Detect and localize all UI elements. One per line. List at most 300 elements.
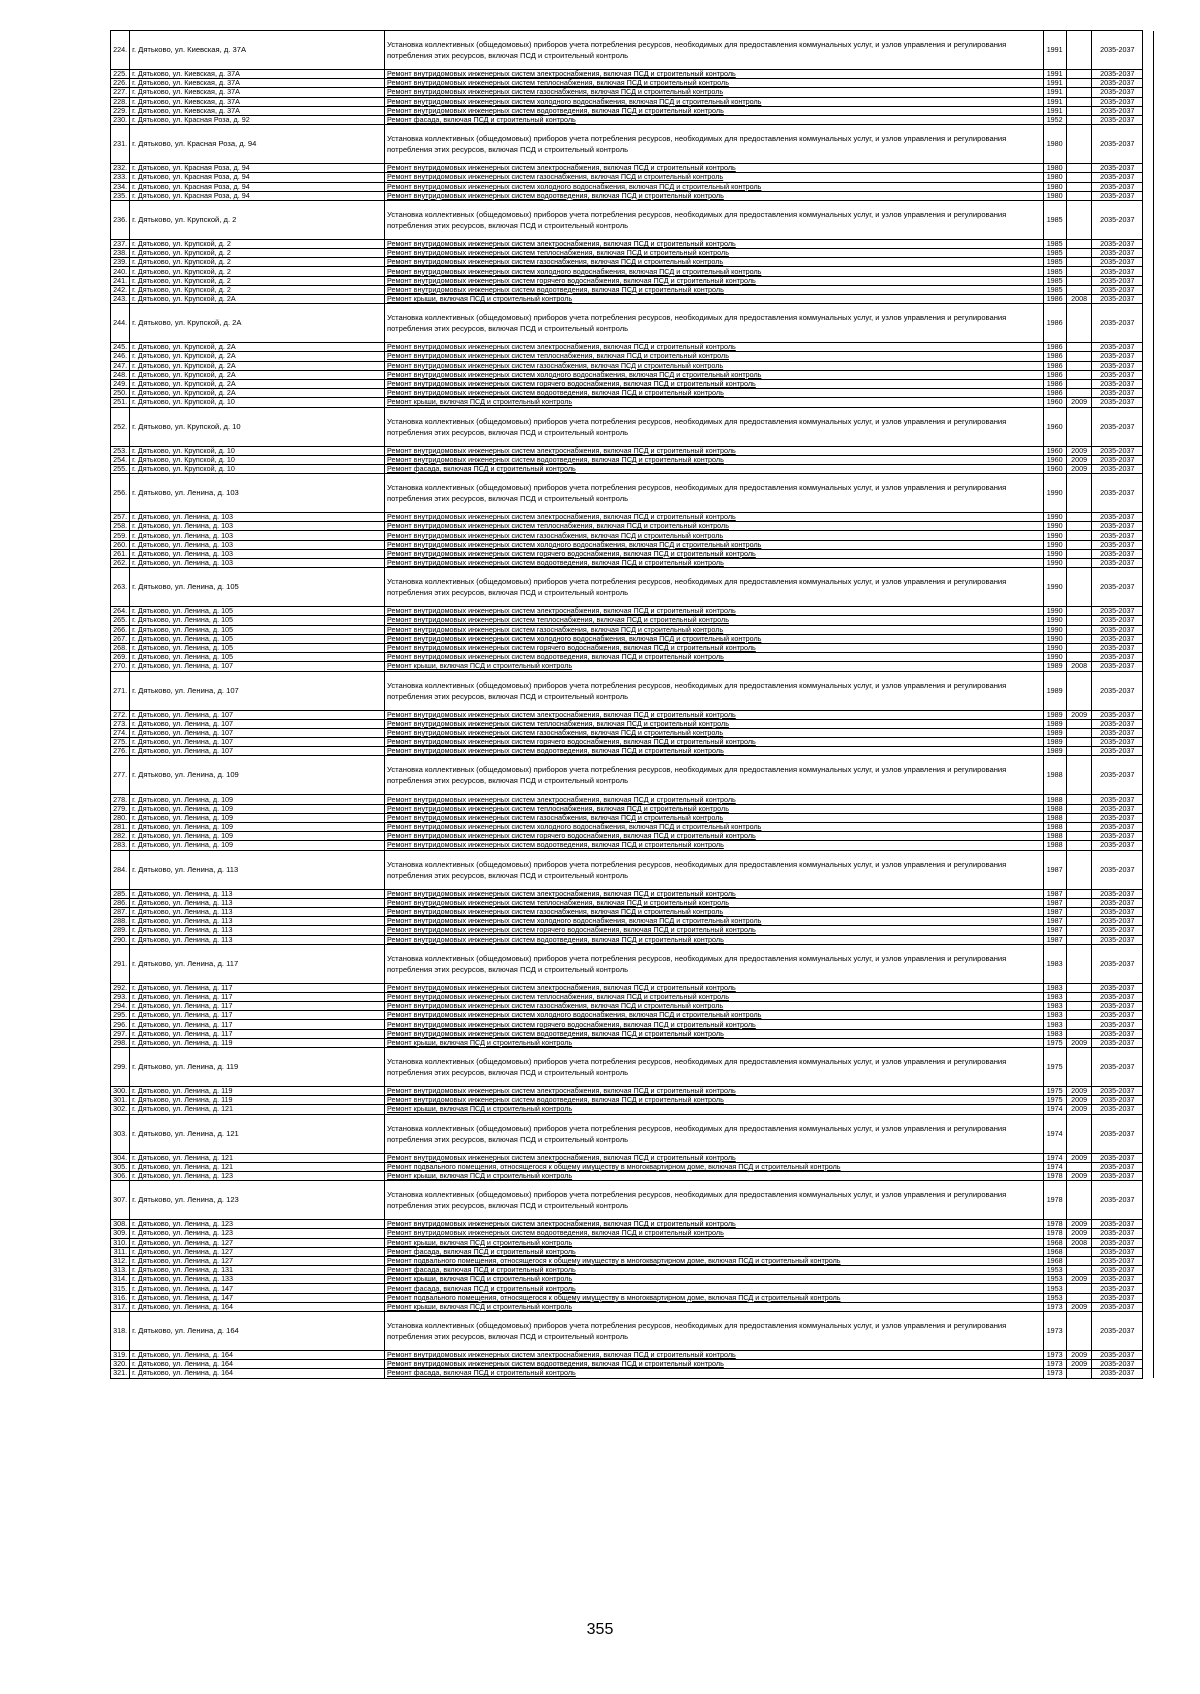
address-cell: г. Дятьково, ул. Крупской, д. 10 (130, 398, 385, 407)
row-number: 255. (111, 464, 130, 473)
planned-period-cell: 2035-2037 (1092, 559, 1143, 568)
last-repair-year-cell (1066, 164, 1091, 173)
work-type-cell: Установка коллективных (общедомовых) приборов учета потребления ресурсов, необходимых для предоставления коммунальных услуг, и узлов управления и регулирования потребления этих ресурсов, включая ПСД и строительный контроль (385, 304, 1044, 343)
address-cell: г. Дятьково, ул. Ленина, д. 109 (130, 804, 385, 813)
empty-cell (1143, 992, 1154, 1001)
empty-cell (1143, 1369, 1154, 1378)
empty-cell (1143, 1011, 1154, 1020)
planned-period-cell: 2035-2037 (1092, 115, 1143, 124)
planned-period-cell: 2035-2037 (1092, 79, 1143, 88)
row-number: 285. (111, 889, 130, 898)
empty-cell (1143, 616, 1154, 625)
table-row (111, 1247, 1154, 1256)
work-type-cell: Установка коллективных (общедомовых) приборов учета потребления ресурсов, необходимых для предоставления коммунальных услуг, и узлов управления и регулирования потребления этих ресурсов, включая ПСД и строительный контроль (385, 944, 1044, 983)
last-repair-year-cell (1066, 898, 1091, 907)
work-type-cell: Установка коллективных (общедомовых) приборов учета потребления ресурсов, необходимых для предоставления коммунальных услуг, и узлов управления и регулирования потребления этих ресурсов, включая ПСД и строительный контроль (385, 125, 1044, 164)
last-repair-year-cell (1066, 258, 1091, 267)
empty-cell (1143, 1181, 1154, 1220)
address-cell: г. Дятьково, ул. Ленина, д. 109 (130, 841, 385, 850)
table-row (111, 70, 1154, 79)
empty-cell (1143, 106, 1154, 115)
planned-period-cell: 2035-2037 (1092, 1238, 1143, 1247)
address-cell: г. Дятьково, ул. Крупской, д. 2А (130, 361, 385, 370)
last-repair-year-cell: 2009 (1066, 710, 1091, 719)
planned-period-cell: 2035-2037 (1092, 926, 1143, 935)
empty-cell (1143, 88, 1154, 97)
work-type-cell: Ремонт внутридомовых инженерных систем газоснабжения, включая ПСД и строительный контроль (385, 907, 1044, 916)
build-year-cell: 1988 (1043, 756, 1066, 795)
planned-period-cell: 2035-2037 (1092, 522, 1143, 531)
empty-cell (1143, 343, 1154, 352)
table-row (111, 738, 1154, 747)
build-year-cell: 1990 (1043, 634, 1066, 643)
table-row (111, 531, 1154, 540)
planned-period-cell: 2035-2037 (1092, 352, 1143, 361)
empty-cell (1143, 182, 1154, 191)
table-row (111, 1002, 1154, 1011)
planned-period-cell: 2035-2037 (1092, 804, 1143, 813)
build-year-cell: 1975 (1043, 1038, 1066, 1047)
address-cell: г. Дятьково, ул. Ленина, д. 107 (130, 719, 385, 728)
table-row (111, 97, 1154, 106)
table-row (111, 662, 1154, 671)
repair-schedule-table (110, 30, 1154, 1379)
table-row (111, 1171, 1154, 1180)
empty-cell (1143, 389, 1154, 398)
table-row (111, 522, 1154, 531)
work-type-cell: Установка коллективных (общедомовых) приборов учета потребления ресурсов, необходимых для предоставления коммунальных услуг, и узлов управления и регулирования потребления этих ресурсов, включая ПСД и строительный контроль (385, 474, 1044, 513)
empty-cell (1143, 398, 1154, 407)
work-type-cell: Ремонт внутридомовых инженерных систем холодного водоснабжения, включая ПСД и строительный контроль (385, 267, 1044, 276)
table-row (111, 917, 1154, 926)
build-year-cell: 1987 (1043, 889, 1066, 898)
address-cell: г. Дятьково, ул. Ленина, д. 121 (130, 1153, 385, 1162)
build-year-cell: 1987 (1043, 898, 1066, 907)
empty-cell (1143, 719, 1154, 728)
address-cell: г. Дятьково, ул. Ленина, д. 113 (130, 917, 385, 926)
address-cell: г. Дятьково, ул. Ленина, д. 105 (130, 643, 385, 652)
empty-cell (1143, 643, 1154, 652)
planned-period-cell: 2035-2037 (1092, 304, 1143, 343)
last-repair-year-cell: 2009 (1066, 1096, 1091, 1105)
work-type-cell: Ремонт внутридомовых инженерных систем водоотведения, включая ПСД и строительный контроль (385, 191, 1044, 200)
table-row (111, 304, 1154, 343)
last-repair-year-cell: 2009 (1066, 1171, 1091, 1180)
planned-period-cell: 2035-2037 (1092, 474, 1143, 513)
table-row (111, 671, 1154, 710)
work-type-cell: Ремонт внутридомовых инженерных систем электроснабжения, включая ПСД и строительный контроль (385, 164, 1044, 173)
planned-period-cell: 2035-2037 (1092, 1360, 1143, 1369)
empty-cell (1143, 1087, 1154, 1096)
build-year-cell: 1985 (1043, 200, 1066, 239)
build-year-cell: 1990 (1043, 568, 1066, 607)
last-repair-year-cell: 2008 (1066, 662, 1091, 671)
table-row (111, 1162, 1154, 1171)
address-cell: г. Дятьково, ул. Ленина, д. 103 (130, 549, 385, 558)
empty-cell (1143, 1038, 1154, 1047)
empty-cell (1143, 70, 1154, 79)
build-year-cell: 1989 (1043, 728, 1066, 737)
row-number: 305. (111, 1162, 130, 1171)
build-year-cell: 1983 (1043, 944, 1066, 983)
planned-period-cell: 2035-2037 (1092, 370, 1143, 379)
build-year-cell: 1974 (1043, 1114, 1066, 1153)
build-year-cell: 1990 (1043, 513, 1066, 522)
build-year-cell: 1973 (1043, 1369, 1066, 1378)
work-type-cell: Ремонт подвального помещения, относящегося к общему имуществу в многоквартирном доме, включая ПСД и строительный контроль (385, 1293, 1044, 1302)
table-row (111, 643, 1154, 652)
empty-cell (1143, 513, 1154, 522)
build-year-cell: 1990 (1043, 531, 1066, 540)
row-number: 284. (111, 850, 130, 889)
work-type-cell: Ремонт внутридомовых инженерных систем водоотведения, включая ПСД и строительный контроль (385, 389, 1044, 398)
table-row (111, 850, 1154, 889)
empty-cell (1143, 813, 1154, 822)
address-cell: г. Дятьково, ул. Крупской, д. 10 (130, 455, 385, 464)
row-number: 240. (111, 267, 130, 276)
empty-cell (1143, 1029, 1154, 1038)
planned-period-cell: 2035-2037 (1092, 200, 1143, 239)
last-repair-year-cell (1066, 1284, 1091, 1293)
address-cell: г. Дятьково, ул. Киевская, д. 37А (130, 79, 385, 88)
planned-period-cell: 2035-2037 (1092, 738, 1143, 747)
address-cell: г. Дятьково, ул. Ленина, д. 109 (130, 832, 385, 841)
empty-cell (1143, 1302, 1154, 1311)
planned-period-cell: 2035-2037 (1092, 671, 1143, 710)
work-type-cell: Ремонт фасада, включая ПСД и строительный контроль (385, 1266, 1044, 1275)
row-number: 248. (111, 370, 130, 379)
empty-cell (1143, 568, 1154, 607)
planned-period-cell: 2035-2037 (1092, 182, 1143, 191)
work-type-cell: Ремонт фасада, включая ПСД и строительный контроль (385, 1284, 1044, 1293)
row-number: 282. (111, 832, 130, 841)
planned-period-cell: 2035-2037 (1092, 446, 1143, 455)
last-repair-year-cell (1066, 850, 1091, 889)
last-repair-year-cell (1066, 276, 1091, 285)
build-year-cell: 1953 (1043, 1284, 1066, 1293)
build-year-cell: 1986 (1043, 361, 1066, 370)
planned-period-cell: 2035-2037 (1092, 935, 1143, 944)
last-repair-year-cell (1066, 304, 1091, 343)
work-type-cell: Ремонт внутридомовых инженерных систем водоотведения, включая ПСД и строительный контроль (385, 1360, 1044, 1369)
address-cell: г. Дятьково, ул. Крупской, д. 2 (130, 258, 385, 267)
planned-period-cell: 2035-2037 (1092, 389, 1143, 398)
table-row (111, 1266, 1154, 1275)
row-number: 276. (111, 747, 130, 756)
address-cell: г. Дятьково, ул. Ленина, д. 117 (130, 1002, 385, 1011)
planned-period-cell: 2035-2037 (1092, 1029, 1143, 1038)
planned-period-cell: 2035-2037 (1092, 889, 1143, 898)
table-row (111, 1293, 1154, 1302)
work-type-cell: Ремонт подвального помещения, относящегося к общему имуществу в многоквартирном доме, включая ПСД и строительный контроль (385, 1256, 1044, 1265)
planned-period-cell: 2035-2037 (1092, 88, 1143, 97)
last-repair-year-cell: 2009 (1066, 1275, 1091, 1284)
build-year-cell: 1989 (1043, 710, 1066, 719)
empty-cell (1143, 522, 1154, 531)
work-type-cell: Ремонт внутридомовых инженерных систем газоснабжения, включая ПСД и строительный контроль (385, 361, 1044, 370)
build-year-cell: 1980 (1043, 182, 1066, 191)
empty-cell (1143, 889, 1154, 898)
address-cell: г. Дятьково, ул. Ленина, д. 117 (130, 944, 385, 983)
table-row (111, 728, 1154, 737)
work-type-cell: Ремонт внутридомовых инженерных систем газоснабжения, включая ПСД и строительный контроль (385, 531, 1044, 540)
address-cell: г. Дятьково, ул. Ленина, д. 123 (130, 1220, 385, 1229)
row-number: 239. (111, 258, 130, 267)
table-row (111, 455, 1154, 464)
address-cell: г. Дятьково, ул. Крупской, д. 10 (130, 407, 385, 446)
work-type-cell: Ремонт внутридомовых инженерных систем электроснабжения, включая ПСД и строительный контроль (385, 1220, 1044, 1229)
planned-period-cell: 2035-2037 (1092, 616, 1143, 625)
planned-period-cell: 2035-2037 (1092, 1302, 1143, 1311)
row-number: 279. (111, 804, 130, 813)
work-type-cell: Ремонт крыши, включая ПСД и строительный контроль (385, 1238, 1044, 1247)
work-type-cell: Ремонт внутридомовых инженерных систем водоотведения, включая ПСД и строительный контроль (385, 747, 1044, 756)
build-year-cell: 1975 (1043, 1087, 1066, 1096)
last-repair-year-cell (1066, 616, 1091, 625)
row-number: 234. (111, 182, 130, 191)
last-repair-year-cell (1066, 917, 1091, 926)
address-cell: г. Дятьково, ул. Ленина, д. 107 (130, 662, 385, 671)
table-row (111, 398, 1154, 407)
row-number: 304. (111, 1153, 130, 1162)
work-type-cell: Ремонт крыши, включая ПСД и строительный контроль (385, 1105, 1044, 1114)
table-row (111, 1020, 1154, 1029)
row-number: 226. (111, 79, 130, 88)
planned-period-cell: 2035-2037 (1092, 634, 1143, 643)
empty-cell (1143, 361, 1154, 370)
last-repair-year-cell: 2009 (1066, 1038, 1091, 1047)
planned-period-cell: 2035-2037 (1092, 1284, 1143, 1293)
build-year-cell: 1991 (1043, 79, 1066, 88)
table-row (111, 607, 1154, 616)
row-number: 321. (111, 1369, 130, 1378)
build-year-cell: 1968 (1043, 1247, 1066, 1256)
address-cell: г. Дятьково, ул. Ленина, д. 107 (130, 671, 385, 710)
planned-period-cell: 2035-2037 (1092, 1293, 1143, 1302)
last-repair-year-cell (1066, 531, 1091, 540)
build-year-cell: 1968 (1043, 1238, 1066, 1247)
build-year-cell: 1986 (1043, 304, 1066, 343)
build-year-cell: 1990 (1043, 549, 1066, 558)
row-number: 295. (111, 1011, 130, 1020)
work-type-cell: Ремонт фасада, включая ПСД и строительный контроль (385, 1247, 1044, 1256)
last-repair-year-cell (1066, 804, 1091, 813)
build-year-cell: 1953 (1043, 1293, 1066, 1302)
empty-cell (1143, 1171, 1154, 1180)
build-year-cell: 1960 (1043, 407, 1066, 446)
planned-period-cell: 2035-2037 (1092, 361, 1143, 370)
row-number: 237. (111, 239, 130, 248)
build-year-cell: 1985 (1043, 276, 1066, 285)
empty-cell (1143, 173, 1154, 182)
last-repair-year-cell (1066, 79, 1091, 88)
build-year-cell: 1952 (1043, 115, 1066, 124)
row-number: 273. (111, 719, 130, 728)
row-number: 243. (111, 295, 130, 304)
table-row (111, 361, 1154, 370)
row-number: 303. (111, 1114, 130, 1153)
work-type-cell: Ремонт внутридомовых инженерных систем электроснабжения, включая ПСД и строительный контроль (385, 513, 1044, 522)
planned-period-cell: 2035-2037 (1092, 1247, 1143, 1256)
address-cell: г. Дятьково, ул. Ленина, д. 109 (130, 823, 385, 832)
table-row (111, 832, 1154, 841)
address-cell: г. Дятьково, ул. Ленина, д. 119 (130, 1048, 385, 1087)
work-type-cell: Ремонт внутридомовых инженерных систем теплоснабжения, включая ПСД и строительный контроль (385, 616, 1044, 625)
work-type-cell: Ремонт внутридомовых инженерных систем газоснабжения, включая ПСД и строительный контроль (385, 728, 1044, 737)
row-number: 316. (111, 1293, 130, 1302)
build-year-cell: 1989 (1043, 671, 1066, 710)
row-number: 300. (111, 1087, 130, 1096)
address-cell: г. Дятьково, ул. Ленина, д. 117 (130, 1029, 385, 1038)
address-cell: г. Дятьково, ул. Ленина, д. 164 (130, 1302, 385, 1311)
planned-period-cell: 2035-2037 (1092, 832, 1143, 841)
work-type-cell: Ремонт внутридомовых инженерных систем газоснабжения, включая ПСД и строительный контроль (385, 1002, 1044, 1011)
empty-cell (1143, 379, 1154, 388)
row-number: 225. (111, 70, 130, 79)
planned-period-cell: 2035-2037 (1092, 1229, 1143, 1238)
table-row (111, 625, 1154, 634)
last-repair-year-cell (1066, 88, 1091, 97)
build-year-cell: 1988 (1043, 813, 1066, 822)
planned-period-cell: 2035-2037 (1092, 653, 1143, 662)
empty-cell (1143, 559, 1154, 568)
last-repair-year-cell (1066, 1293, 1091, 1302)
row-number: 283. (111, 841, 130, 850)
address-cell: г. Дятьково, ул. Киевская, д. 37А (130, 106, 385, 115)
row-number: 307. (111, 1181, 130, 1220)
build-year-cell: 1983 (1043, 1011, 1066, 1020)
planned-period-cell: 2035-2037 (1092, 249, 1143, 258)
empty-cell (1143, 898, 1154, 907)
planned-period-cell: 2035-2037 (1092, 70, 1143, 79)
build-year-cell: 1980 (1043, 125, 1066, 164)
build-year-cell: 1985 (1043, 258, 1066, 267)
empty-cell (1143, 607, 1154, 616)
work-type-cell: Ремонт внутридомовых инженерных систем водоотведения, включая ПСД и строительный контроль (385, 841, 1044, 850)
build-year-cell: 1978 (1043, 1181, 1066, 1220)
empty-cell (1143, 671, 1154, 710)
planned-period-cell: 2035-2037 (1092, 944, 1143, 983)
last-repair-year-cell (1066, 738, 1091, 747)
empty-cell (1143, 1256, 1154, 1265)
build-year-cell: 1990 (1043, 474, 1066, 513)
work-type-cell: Ремонт внутридомовых инженерных систем теплоснабжения, включая ПСД и строительный контроль (385, 992, 1044, 1001)
build-year-cell: 1987 (1043, 917, 1066, 926)
table-row (111, 295, 1154, 304)
build-year-cell: 1975 (1043, 1048, 1066, 1087)
last-repair-year-cell (1066, 522, 1091, 531)
work-type-cell: Ремонт внутридомовых инженерных систем теплоснабжения, включая ПСД и строительный контроль (385, 719, 1044, 728)
table-row (111, 115, 1154, 124)
address-cell: г. Дятьково, ул. Ленина, д. 164 (130, 1351, 385, 1360)
work-type-cell: Ремонт внутридомовых инженерных систем теплоснабжения, включая ПСД и строительный контроль (385, 249, 1044, 258)
table-row (111, 1256, 1154, 1265)
work-type-cell: Ремонт внутридомовых инженерных систем электроснабжения, включая ПСД и строительный контроль (385, 983, 1044, 992)
address-cell: г. Дятьково, ул. Киевская, д. 37А (130, 97, 385, 106)
last-repair-year-cell (1066, 31, 1091, 70)
build-year-cell: 1989 (1043, 662, 1066, 671)
work-type-cell: Ремонт внутридомовых инженерных систем холодного водоснабжения, включая ПСД и строительный контроль (385, 1011, 1044, 1020)
build-year-cell: 1990 (1043, 607, 1066, 616)
address-cell: г. Дятьково, ул. Ленина, д. 105 (130, 653, 385, 662)
last-repair-year-cell (1066, 540, 1091, 549)
empty-cell (1143, 531, 1154, 540)
empty-cell (1143, 1293, 1154, 1302)
row-number: 266. (111, 625, 130, 634)
row-number: 267. (111, 634, 130, 643)
empty-cell (1143, 983, 1154, 992)
work-type-cell: Ремонт внутридомовых инженерных систем газоснабжения, включая ПСД и строительный контроль (385, 625, 1044, 634)
empty-cell (1143, 276, 1154, 285)
planned-period-cell: 2035-2037 (1092, 106, 1143, 115)
build-year-cell: 1974 (1043, 1162, 1066, 1171)
table-row (111, 164, 1154, 173)
address-cell: г. Дятьково, ул. Ленина, д. 107 (130, 710, 385, 719)
last-repair-year-cell (1066, 671, 1091, 710)
row-number: 256. (111, 474, 130, 513)
address-cell: г. Дятьково, ул. Ленина, д. 107 (130, 738, 385, 747)
planned-period-cell: 2035-2037 (1092, 398, 1143, 407)
last-repair-year-cell (1066, 125, 1091, 164)
build-year-cell: 1990 (1043, 625, 1066, 634)
table-row (111, 1220, 1154, 1229)
build-year-cell: 1983 (1043, 983, 1066, 992)
work-type-cell: Ремонт внутридомовых инженерных систем электроснабжения, включая ПСД и строительный контроль (385, 446, 1044, 455)
planned-period-cell: 2035-2037 (1092, 295, 1143, 304)
table-row (111, 249, 1154, 258)
table-row (111, 756, 1154, 795)
work-type-cell: Установка коллективных (общедомовых) приборов учета потребления ресурсов, необходимых для предоставления коммунальных услуг, и узлов управления и регулирования потребления этих ресурсов, включая ПСД и строительный контроль (385, 1048, 1044, 1087)
row-number: 269. (111, 653, 130, 662)
work-type-cell: Установка коллективных (общедомовых) приборов учета потребления ресурсов, необходимых для предоставления коммунальных услуг, и узлов управления и регулирования потребления этих ресурсов, включая ПСД и строительный контроль (385, 200, 1044, 239)
table-row (111, 191, 1154, 200)
row-number: 294. (111, 1002, 130, 1011)
address-cell: г. Дятьково, ул. Крупской, д. 2 (130, 276, 385, 285)
planned-period-cell: 2035-2037 (1092, 728, 1143, 737)
work-type-cell: Ремонт внутридомовых инженерных систем электроснабжения, включая ПСД и строительный контроль (385, 1087, 1044, 1096)
planned-period-cell: 2035-2037 (1092, 531, 1143, 540)
planned-period-cell: 2035-2037 (1092, 1275, 1143, 1284)
last-repair-year-cell (1066, 474, 1091, 513)
planned-period-cell: 2035-2037 (1092, 850, 1143, 889)
empty-cell (1143, 1105, 1154, 1114)
empty-cell (1143, 634, 1154, 643)
empty-cell (1143, 352, 1154, 361)
work-type-cell: Ремонт внутридомовых инженерных систем водоотведения, включая ПСД и строительный контроль (385, 455, 1044, 464)
work-type-cell: Установка коллективных (общедомовых) приборов учета потребления ресурсов, необходимых для предоставления коммунальных услуг, и узлов управления и регулирования потребления этих ресурсов, включая ПСД и строительный контроль (385, 568, 1044, 607)
build-year-cell: 1960 (1043, 398, 1066, 407)
planned-period-cell: 2035-2037 (1092, 907, 1143, 916)
row-number: 252. (111, 407, 130, 446)
table-row (111, 1011, 1154, 1020)
row-number: 292. (111, 983, 130, 992)
planned-period-cell: 2035-2037 (1092, 643, 1143, 652)
work-type-cell: Ремонт внутридомовых инженерных систем холодного водоснабжения, включая ПСД и строительный контроль (385, 634, 1044, 643)
row-number: 286. (111, 898, 130, 907)
planned-period-cell: 2035-2037 (1092, 625, 1143, 634)
row-number: 228. (111, 97, 130, 106)
work-type-cell: Ремонт внутридомовых инженерных систем электроснабжения, включая ПСД и строительный контроль (385, 795, 1044, 804)
last-repair-year-cell (1066, 267, 1091, 276)
address-cell: г. Дятьково, ул. Ленина, д. 123 (130, 1229, 385, 1238)
work-type-cell: Ремонт фасада, включая ПСД и строительный контроль (385, 1369, 1044, 1378)
empty-cell (1143, 1266, 1154, 1275)
last-repair-year-cell (1066, 813, 1091, 822)
work-type-cell: Ремонт подвального помещения, относящегося к общему имуществу в многоквартирном доме, включая ПСД и строительный контроль (385, 1162, 1044, 1171)
table-row (111, 106, 1154, 115)
planned-period-cell: 2035-2037 (1092, 823, 1143, 832)
work-type-cell: Ремонт крыши, включая ПСД и строительный контроль (385, 662, 1044, 671)
